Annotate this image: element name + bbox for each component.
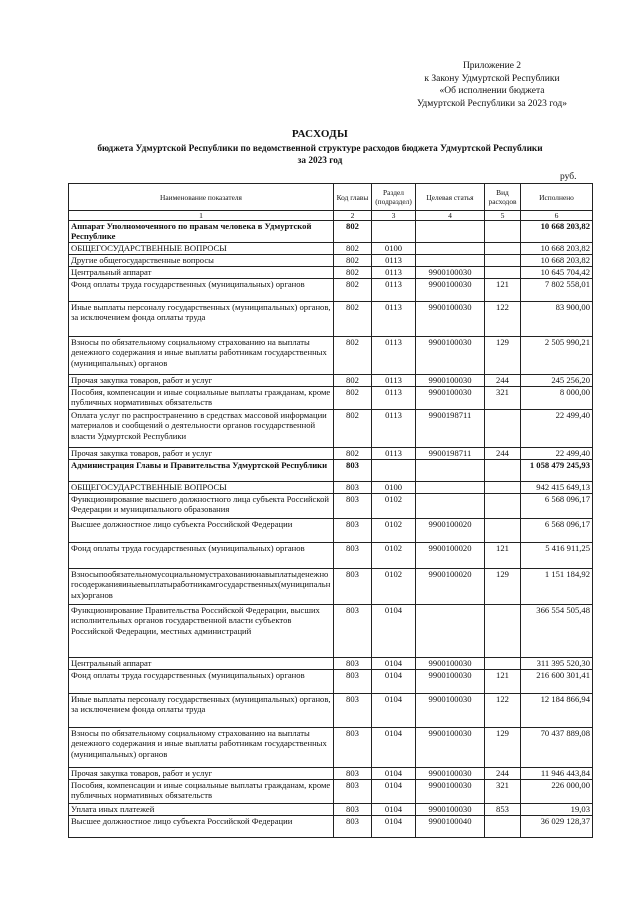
table-row <box>69 694 593 728</box>
row-type <box>485 482 521 494</box>
table-row <box>69 543 593 569</box>
table-row <box>69 267 593 279</box>
row-type <box>485 460 521 482</box>
row-target: 9900100020 <box>416 519 485 543</box>
row-target <box>416 494 485 519</box>
row-code: 803 <box>334 519 372 543</box>
row-code: 803 <box>334 804 372 816</box>
row-type <box>485 410 521 448</box>
row-target <box>416 243 485 255</box>
row-type: 853 <box>485 804 521 816</box>
row-type <box>485 658 521 670</box>
column-number: 3 <box>372 211 416 221</box>
row-name: Фонд оплаты труда государственных (муниципальных) органов <box>69 279 334 302</box>
table-row <box>69 768 593 780</box>
annex-line-4: Удмуртской Республики за 2023 год» <box>417 98 567 109</box>
table-row <box>69 482 593 494</box>
row-amount: 10 668 203,82 <box>521 243 593 255</box>
row-section: 0104 <box>372 768 416 780</box>
column-number-row <box>69 211 593 221</box>
row-section: 0104 <box>372 816 416 838</box>
row-code: 803 <box>334 768 372 780</box>
row-section <box>372 221 416 243</box>
row-section <box>372 460 416 482</box>
annex-line-3: «Об исполнении бюджета <box>439 86 545 96</box>
row-name: Другие общегосударственные вопросы <box>69 255 334 267</box>
row-amount: 1 151 184,92 <box>521 569 593 605</box>
table-row <box>69 569 593 605</box>
row-target <box>416 255 485 267</box>
row-section: 0113 <box>372 337 416 375</box>
row-name: Функционирование высшего должностного лица субъекта Российской Федерации и муниципального образования <box>69 494 334 519</box>
row-type: 121 <box>485 670 521 694</box>
row-section: 0100 <box>372 482 416 494</box>
row-code: 802 <box>334 221 372 243</box>
row-amount: 22 499,40 <box>521 448 593 460</box>
title-main: РАСХОДЫ <box>291 128 349 140</box>
row-code: 803 <box>334 494 372 519</box>
row-section: 0113 <box>372 410 416 448</box>
row-target: 9900100030 <box>416 337 485 375</box>
row-amount: 245 256,20 <box>521 375 593 387</box>
row-name: Высшее должностное лицо субъекта Российской Федерации <box>69 816 334 838</box>
row-code: 803 <box>334 543 372 569</box>
row-name: Взносы по обязательному социальному страхованию на выплаты денежного содержания и иные выплаты работникам государственных (муниципальных) органов <box>69 728 334 768</box>
row-code: 803 <box>334 694 372 728</box>
table-row <box>69 387 593 410</box>
row-name: ОБЩЕГОСУДАРСТВЕННЫЕ ВОПРОСЫ <box>69 243 334 255</box>
row-section: 0104 <box>372 728 416 768</box>
row-section: 0113 <box>372 375 416 387</box>
table-row <box>69 255 593 267</box>
row-code: 803 <box>334 460 372 482</box>
row-section: 0104 <box>372 780 416 804</box>
row-type: 321 <box>485 387 521 410</box>
row-section: 0113 <box>372 267 416 279</box>
row-name: Высшее должностное лицо субъекта Российской Федерации <box>69 519 334 543</box>
row-amount: 226 000,00 <box>521 780 593 804</box>
row-amount: 2 505 990,21 <box>521 337 593 375</box>
row-name: Прочая закупка товаров, работ и услуг <box>69 375 334 387</box>
row-type <box>485 243 521 255</box>
column-number: 2 <box>334 211 372 221</box>
row-name: Иные выплаты персоналу государственных (муниципальных) органов, за исключением фонда оплаты труда <box>69 694 334 728</box>
row-type: 244 <box>485 448 521 460</box>
row-amount: 10 668 203,82 <box>521 255 593 267</box>
row-name: Взносыпообязательномусоциальномустрахованиюнавыплатыденежногосодержанияиныевыплатыработникамгосударственных(муниципальных)органов <box>69 569 334 605</box>
table-row <box>69 728 593 768</box>
header-code: Код главы <box>334 184 372 211</box>
row-type <box>485 267 521 279</box>
row-type <box>485 605 521 658</box>
document-title <box>60 128 580 167</box>
row-target: 9900100030 <box>416 387 485 410</box>
row-section: 0104 <box>372 605 416 658</box>
header-name: Наименование показателя <box>69 184 334 211</box>
table-row <box>69 279 593 302</box>
row-amount: 12 184 866,94 <box>521 694 593 728</box>
row-name: Иные выплаты персоналу государственных (муниципальных) органов, за исключением фонда оплаты труда <box>69 302 334 337</box>
row-target: 9900198711 <box>416 410 485 448</box>
row-section: 0102 <box>372 543 416 569</box>
row-name: ОБЩЕГОСУДАРСТВЕННЫЕ ВОПРОСЫ <box>69 482 334 494</box>
row-type <box>485 255 521 267</box>
row-name: Взносы по обязательному социальному страхованию на выплаты денежного содержания и иные выплаты работникам государственных (муниципальных) органов <box>69 337 334 375</box>
row-amount: 942 415 649,13 <box>521 482 593 494</box>
row-amount: 11 946 443,84 <box>521 768 593 780</box>
row-name: Центральный аппарат <box>69 267 334 279</box>
row-amount: 7 802 558,01 <box>521 279 593 302</box>
row-target: 9900100030 <box>416 768 485 780</box>
row-section: 0113 <box>372 302 416 337</box>
row-target <box>416 221 485 243</box>
column-number: 5 <box>485 211 521 221</box>
row-code: 802 <box>334 375 372 387</box>
row-type: 244 <box>485 375 521 387</box>
title-sub-1: бюджета Удмуртской Республики по ведомственной структуре расходов бюджета Удмуртской Республики <box>97 144 543 154</box>
row-type <box>485 221 521 243</box>
row-type: 122 <box>485 694 521 728</box>
row-target <box>416 460 485 482</box>
row-type: 321 <box>485 780 521 804</box>
row-section: 0113 <box>372 279 416 302</box>
table-header-row <box>69 184 593 211</box>
row-name: Фонд оплаты труда государственных (муниципальных) органов <box>69 670 334 694</box>
annex-block <box>392 60 592 110</box>
row-name: Пособия, компенсации и иные социальные выплаты гражданам, кроме публичных нормативных обязательств <box>69 780 334 804</box>
row-type: 129 <box>485 728 521 768</box>
row-target <box>416 605 485 658</box>
row-target: 9900100030 <box>416 658 485 670</box>
table-row <box>69 302 593 337</box>
row-type: 121 <box>485 543 521 569</box>
row-type <box>485 494 521 519</box>
column-number: 4 <box>416 211 485 221</box>
row-target: 9900100030 <box>416 267 485 279</box>
row-section: 0100 <box>372 243 416 255</box>
row-name: Аппарат Уполномоченного по правам человека в Удмуртской Республике <box>69 221 334 243</box>
row-amount: 1 058 479 245,93 <box>521 460 593 482</box>
row-code: 802 <box>334 279 372 302</box>
row-section: 0102 <box>372 494 416 519</box>
row-code: 802 <box>334 410 372 448</box>
column-number: 1 <box>69 211 334 221</box>
table-row <box>69 460 593 482</box>
table-row <box>69 519 593 543</box>
row-type: 129 <box>485 337 521 375</box>
row-amount: 8 000,00 <box>521 387 593 410</box>
column-number: 6 <box>521 211 593 221</box>
row-code: 803 <box>334 780 372 804</box>
row-amount: 19,03 <box>521 804 593 816</box>
row-amount: 22 499,40 <box>521 410 593 448</box>
row-amount: 83 900,00 <box>521 302 593 337</box>
table-row <box>69 243 593 255</box>
row-target: 9900100020 <box>416 543 485 569</box>
row-section: 0102 <box>372 569 416 605</box>
row-target: 9900100030 <box>416 670 485 694</box>
row-name: Прочая закупка товаров, работ и услуг <box>69 768 334 780</box>
row-name: Функционирование Правительства Российской Федерации, высших исполнительных органов государственной власти субъектов Российской Федерации, местных администраций <box>69 605 334 658</box>
row-name: Администрация Главы и Правительства Удмуртской Республики <box>69 460 334 482</box>
row-code: 802 <box>334 255 372 267</box>
row-name: Оплата услуг по распространению в средствах массовой информации материалов и сообщений о деятельности органов государственной власти Удмуртской Республики <box>69 410 334 448</box>
row-name: Прочая закупка товаров, работ и услуг <box>69 448 334 460</box>
row-section: 0113 <box>372 387 416 410</box>
row-code: 802 <box>334 243 372 255</box>
row-code: 803 <box>334 670 372 694</box>
currency-unit: руб. <box>560 172 577 182</box>
row-target: 9900100030 <box>416 804 485 816</box>
row-target <box>416 482 485 494</box>
row-target: 9900100030 <box>416 728 485 768</box>
row-target: 9900100030 <box>416 375 485 387</box>
table-row <box>69 410 593 448</box>
table-row <box>69 605 593 658</box>
row-amount: 366 554 505,48 <box>521 605 593 658</box>
row-target: 9900100030 <box>416 780 485 804</box>
row-amount: 216 600 301,41 <box>521 670 593 694</box>
row-amount: 6 568 096,17 <box>521 519 593 543</box>
row-section: 0113 <box>372 448 416 460</box>
row-target: 9900100030 <box>416 302 485 337</box>
table-row <box>69 780 593 804</box>
header-target: Целевая статья <box>416 184 485 211</box>
row-type <box>485 816 521 838</box>
row-target: 9900100030 <box>416 279 485 302</box>
row-amount: 10 645 704,42 <box>521 267 593 279</box>
title-sub-2: за 2023 год <box>297 156 343 166</box>
row-code: 803 <box>334 605 372 658</box>
table-row <box>69 221 593 243</box>
table-row <box>69 804 593 816</box>
table-row <box>69 670 593 694</box>
row-target: 9900100020 <box>416 569 485 605</box>
row-code: 802 <box>334 267 372 279</box>
row-code: 802 <box>334 387 372 410</box>
header-amount: Исполнено <box>521 184 593 211</box>
table-row <box>69 816 593 838</box>
row-code: 803 <box>334 569 372 605</box>
row-type: 122 <box>485 302 521 337</box>
header-section: Раздел (подраздел) <box>372 184 416 211</box>
row-type <box>485 519 521 543</box>
row-name: Центральный аппарат <box>69 658 334 670</box>
row-code: 803 <box>334 728 372 768</box>
table-row <box>69 494 593 519</box>
row-code: 803 <box>334 482 372 494</box>
annex-line-2: к Закону Удмуртской Республики <box>424 73 560 84</box>
row-target: 9900100040 <box>416 816 485 838</box>
row-name: Пособия, компенсации и иные социальные выплаты гражданам, кроме публичных нормативных обязательств <box>69 387 334 410</box>
row-type: 121 <box>485 279 521 302</box>
row-amount: 6 568 096,17 <box>521 494 593 519</box>
row-section: 0104 <box>372 694 416 728</box>
table-row <box>69 448 593 460</box>
row-code: 802 <box>334 302 372 337</box>
row-type: 244 <box>485 768 521 780</box>
row-section: 0113 <box>372 255 416 267</box>
row-amount: 311 395 520,30 <box>521 658 593 670</box>
row-type: 129 <box>485 569 521 605</box>
row-amount: 70 437 889,08 <box>521 728 593 768</box>
annex-line-1: Приложение 2 <box>462 61 522 71</box>
row-amount: 10 668 203,82 <box>521 221 593 243</box>
row-amount: 36 029 128,37 <box>521 816 593 838</box>
row-section: 0104 <box>372 804 416 816</box>
row-code: 803 <box>334 658 372 670</box>
table-row <box>69 658 593 670</box>
row-target: 9900100030 <box>416 694 485 728</box>
row-name: Фонд оплаты труда государственных (муниципальных) органов <box>69 543 334 569</box>
row-target: 9900198711 <box>416 448 485 460</box>
header-type: Вид расходов <box>485 184 521 211</box>
row-section: 0104 <box>372 670 416 694</box>
row-name: Уплата иных платежей <box>69 804 334 816</box>
expenditure-table <box>68 183 593 838</box>
row-code: 803 <box>334 816 372 838</box>
table-row <box>69 375 593 387</box>
row-amount: 5 416 911,25 <box>521 543 593 569</box>
row-code: 802 <box>334 448 372 460</box>
row-section: 0104 <box>372 658 416 670</box>
row-section: 0102 <box>372 519 416 543</box>
table-row <box>69 337 593 375</box>
row-code: 802 <box>334 337 372 375</box>
